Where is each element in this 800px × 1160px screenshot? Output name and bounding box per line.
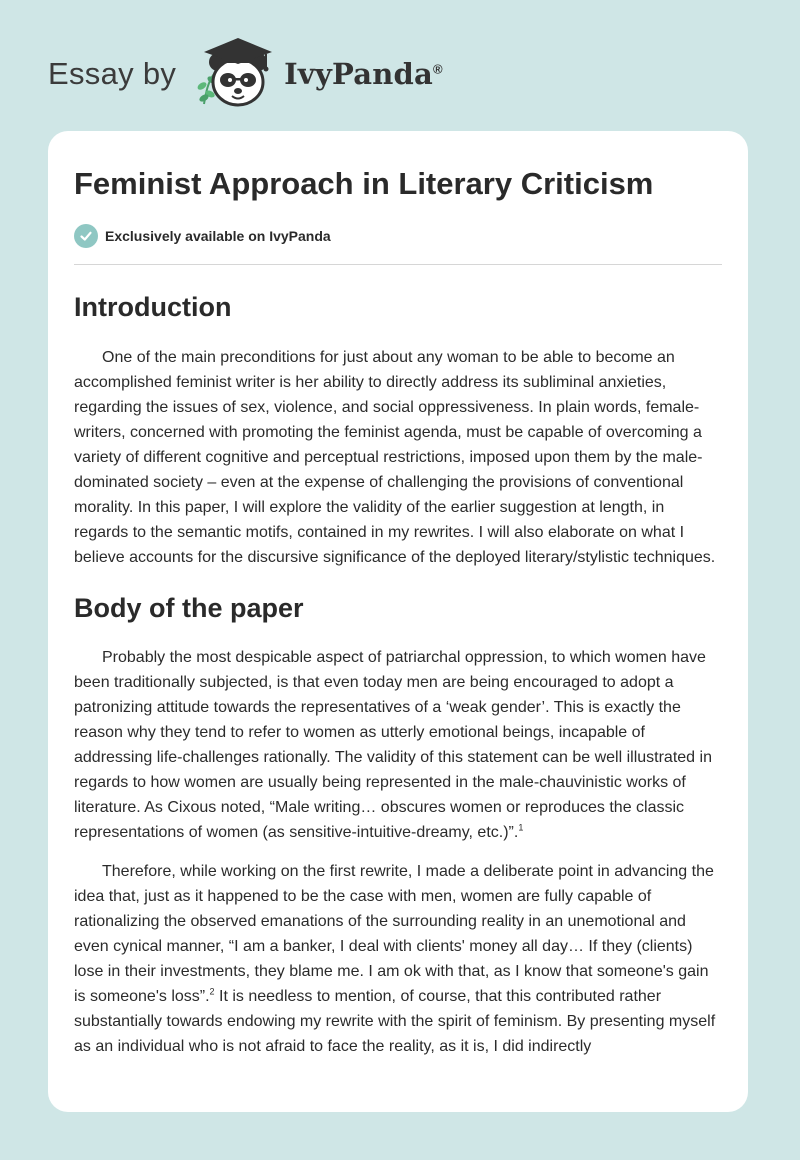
exclusive-badge: [74, 223, 722, 249]
article-card: [48, 131, 748, 1112]
section-heading: Body of the paper: [74, 593, 304, 623]
paragraph-text: Therefore, while working on the first rewrite, I made a deliberate point in advancing the idea that, just as it happened to be the case with men, women are fully capable of rationalizing the observed emanations of the surrounding reality in an unemotional and even cynical manner, “I am a banker, I deal with clients' money all day… If they (clients) lose in their investments, they blame me. I am ok with that, as I know that someone's gain is someone's loss”.: [74, 863, 714, 1005]
divider: [74, 264, 722, 265]
brand-name: [284, 57, 443, 91]
brand-header[interactable]: [48, 34, 443, 114]
page-title: Feminist Approach in Literary Criticism: [74, 166, 654, 201]
check-circle-icon: [74, 224, 98, 248]
brand-name-text: IvyPanda: [284, 57, 434, 91]
paragraph-text: Probably the most despicable aspect of patriarchal oppression, to which women have been traditionally subjected, is that even today men are being encouraged to adopt a patronizing attitude towards the representatives of a ‘weak gender’. This is exactly the reason why they tend to refer to women as utterly emotional beings, incapable of addressing life-challenges rationally. The validity of this statement can be well illustrated in regards to how women are usually being represented in the male-chauvinistic works of literature. As Cixous noted, “Male writing… obscures women or reproduces the classic representations of women (as sensitive-intuitive-dreamy, etc.)”.: [74, 649, 712, 841]
paragraph: One of the main preconditions for just about any woman to be able to become an accomplished feminist writer is her ability to directly address its subliminal anxieties, regarding the issues of sex, violence, and social oppressiveness. In plain words, female-writers, concerned with promoting the feminist agenda, must be capable of overcoming a variety of different cognitive and perceptual restrictions, imposed upon them by the male-dominated society – even at the expense of challenging the provisions of conventional morality. In this paper, I will explore the validity of the earlier suggestion at length, in regards to the semantic motifs, contained in my rewrites. I will also elaborate on what I believe accounts for the discursive significance of the deployed literary/stylistic techniques.: [74, 349, 716, 566]
registered-mark: ®: [433, 61, 443, 77]
badge-label: Exclusively available on IvyPanda: [105, 228, 331, 244]
paragraph-text: It is needless to mention, of course, that this contributed rather substantially towards endowing my rewrite with the spirit of feminism. By presenting myself as an individual who is not afraid to face the reality, as it is, I did indirectly: [74, 988, 716, 1055]
section-introduction: [74, 291, 722, 570]
footnote-reference[interactable]: 1: [518, 822, 524, 833]
section-body: [74, 592, 722, 1059]
brand-prefix: Essay by: [48, 56, 177, 91]
panda-logo-icon: [190, 34, 282, 114]
paragraph: [74, 859, 722, 1059]
section-heading: Introduction: [74, 292, 232, 322]
footnote-reference[interactable]: 2: [209, 986, 215, 997]
paragraph: [74, 645, 722, 845]
